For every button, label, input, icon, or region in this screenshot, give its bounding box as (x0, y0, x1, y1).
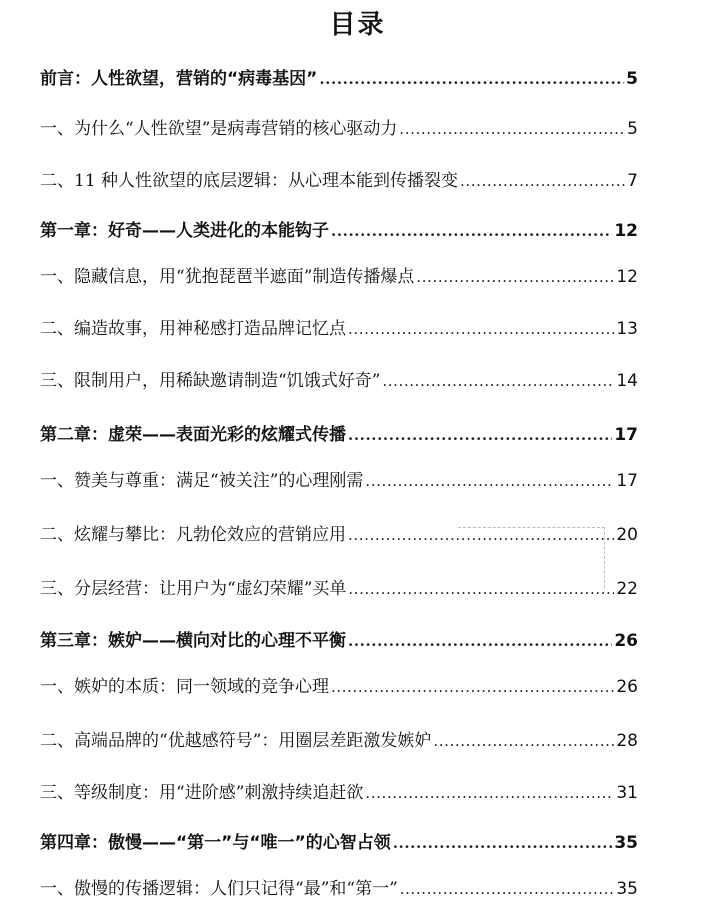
toc-chapter-entry[interactable] (40, 422, 638, 448)
toc-chapter-entry[interactable] (40, 66, 638, 92)
toc-entry-title: 第四章：傲慢——“第一”与“唯一”的心智占领 (40, 833, 391, 853)
toc-section-entry[interactable] (40, 316, 638, 342)
dot-leader (416, 264, 614, 290)
toc-section-entry[interactable] (40, 728, 638, 754)
toc-entry-title: 第一章：好奇——人类进化的本能钩子 (40, 221, 329, 241)
toc-page-number: 17 (614, 425, 638, 445)
toc-entry-title: 一、嫉妒的本质：同一领域的竞争心理 (40, 677, 329, 697)
toc-page-number: 31 (616, 783, 638, 803)
dot-leader (400, 876, 615, 902)
toc-page-number: 5 (627, 119, 638, 139)
dot-leader (433, 728, 614, 754)
dot-leader (319, 66, 624, 92)
dot-leader (365, 780, 614, 806)
dot-leader (348, 422, 612, 448)
toc-entry-title: 一、赞美与尊重：满足“被关注”的心理刚需 (40, 471, 364, 491)
dot-leader (348, 316, 614, 342)
toc-page-number: 7 (627, 171, 638, 191)
dot-leader (331, 674, 614, 700)
toc-entry-title: 一、傲慢的传播逻辑：人们只记得“最”和“第一” (40, 879, 398, 899)
dot-leader (348, 522, 614, 548)
toc-section-entry[interactable] (40, 168, 638, 194)
toc-page-number: 28 (616, 731, 638, 751)
toc-entry-title: 一、隐藏信息，用“犹抱琵琶半遮面”制造传播爆点 (40, 267, 415, 287)
toc-page-number: 22 (616, 579, 638, 599)
toc-page-number: 5 (626, 69, 638, 89)
toc-page-number: 12 (614, 221, 638, 241)
toc-page-number: 35 (614, 833, 638, 853)
toc-entry-title: 二、高端品牌的“优越感符号”：用圈层差距激发嫉妒 (40, 731, 432, 751)
toc-entry-title: 三、分层经营：让用户为“虚幻荣耀”买单 (40, 579, 347, 599)
toc-section-entry[interactable] (40, 264, 638, 290)
dot-leader (460, 168, 625, 194)
toc-entry-title: 三、限制用户，用稀缺邀请制造“饥饿式好奇” (40, 371, 381, 391)
toc-page-number: 20 (616, 525, 638, 545)
toc-page-number: 17 (616, 471, 638, 491)
toc-entry-title: 前言：人性欲望，营销的“病毒基因” (40, 69, 318, 89)
toc-chapter-entry[interactable] (40, 830, 638, 856)
toc-page-number: 13 (616, 319, 638, 339)
toc-entry-title: 二、11 种人性欲望的底层逻辑：从心理本能到传播裂变 (40, 171, 459, 191)
toc-section-entry[interactable] (40, 876, 638, 902)
toc-entry-title: 三、等级制度：用“进阶感”刺激持续追赶欲 (40, 783, 364, 803)
toc-section-entry[interactable] (40, 468, 638, 494)
toc-page-number: 26 (614, 631, 638, 651)
dot-leader (399, 116, 625, 142)
dot-leader (365, 468, 614, 494)
page-title: 目录 (329, 10, 386, 40)
toc-section-entry[interactable] (40, 116, 638, 142)
toc-chapter-entry[interactable] (40, 628, 638, 654)
toc-section-entry[interactable] (40, 368, 638, 394)
toc-entry-title: 第二章：虚荣——表面光彩的炫耀式传播 (40, 425, 346, 445)
toc-entry-title: 第三章：嫉妒——横向对比的心理不平衡 (40, 631, 346, 651)
dot-leader (393, 830, 613, 856)
toc-entry-title: 一、为什么“人性欲望”是病毒营销的核心驱动力 (40, 119, 398, 139)
toc-section-entry[interactable] (40, 780, 638, 806)
toc-page-number: 35 (616, 879, 638, 899)
toc-section-entry[interactable] (40, 522, 638, 548)
dot-leader (348, 628, 612, 654)
toc-page-number: 12 (616, 267, 638, 287)
toc-chapter-entry[interactable] (40, 218, 638, 244)
toc-entry-title: 二、编造故事，用神秘感打造品牌记忆点 (40, 319, 346, 339)
dot-leader (331, 218, 612, 244)
dot-leader (348, 576, 614, 602)
dot-leader (382, 368, 614, 394)
toc-entry-title: 二、炫耀与攀比：凡勃伦效应的营销应用 (40, 525, 346, 545)
toc-page-number: 14 (616, 371, 638, 391)
toc-section-entry[interactable] (40, 674, 638, 700)
toc-section-entry[interactable] (40, 576, 638, 602)
toc-page-number: 26 (616, 677, 638, 697)
